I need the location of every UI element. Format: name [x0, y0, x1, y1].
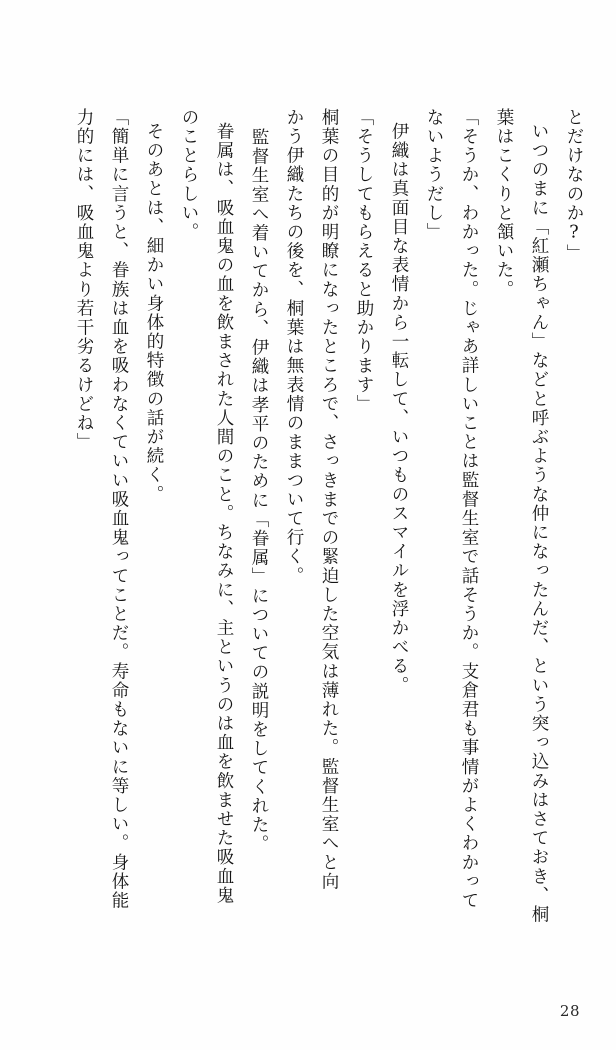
text-line: 伊織は真面目な表情から一転して、いつものスマイルを浮かべる。 — [389, 122, 409, 695]
text-line: 桐葉の目的が明瞭になったところで、さっきまでの緊迫した空気は薄れた。監督生室へと向 — [319, 108, 339, 892]
text-line: のことらしい。 — [179, 108, 199, 242]
text-line: とだけなのか?」 — [564, 108, 584, 264]
text-line: 「そうしてもらえると助かります」 — [354, 108, 374, 414]
text-line: 葉はこくりと頷いた。 — [494, 108, 514, 299]
text-line: いつのまに「紅瀬ちゃん」などと呼ぶような仲になったんだ、という突っ込みはさておき、桐 — [529, 122, 549, 925]
text-line: 「簡単に言うと、眷族は血を吸わなくていい吸血鬼ってことだ。寿命もないに等しい。身体能 — [109, 108, 129, 911]
text-line: 監督生室へ着いてから、伊織は孝平のために「眷属」についての説明をしてくれた。 — [249, 128, 269, 854]
text-line: かう伊織たちの後を、桐葉は無表情のままついて行く。 — [284, 108, 304, 586]
text-line: ないようだし」 — [424, 108, 444, 242]
text-line: 眷属は、吸血鬼の血を飲まされた人間のこと。ちなみに、主というのは血を飲ませた吸血鬼 — [214, 122, 234, 906]
vertical-text-body — [40, 108, 582, 963]
page-number: 28 — [559, 1002, 580, 1020]
text-line: そのあとは、細かい身体的特徴の話が続く。 — [144, 122, 164, 504]
text-line: 「そうか、わかった。じゃあ詳しいことは監督生室で話そうか。支倉君も事情がよくわかって — [459, 108, 479, 911]
text-line: 力的には、吸血鬼より若干劣るけどね」 — [74, 108, 94, 452]
